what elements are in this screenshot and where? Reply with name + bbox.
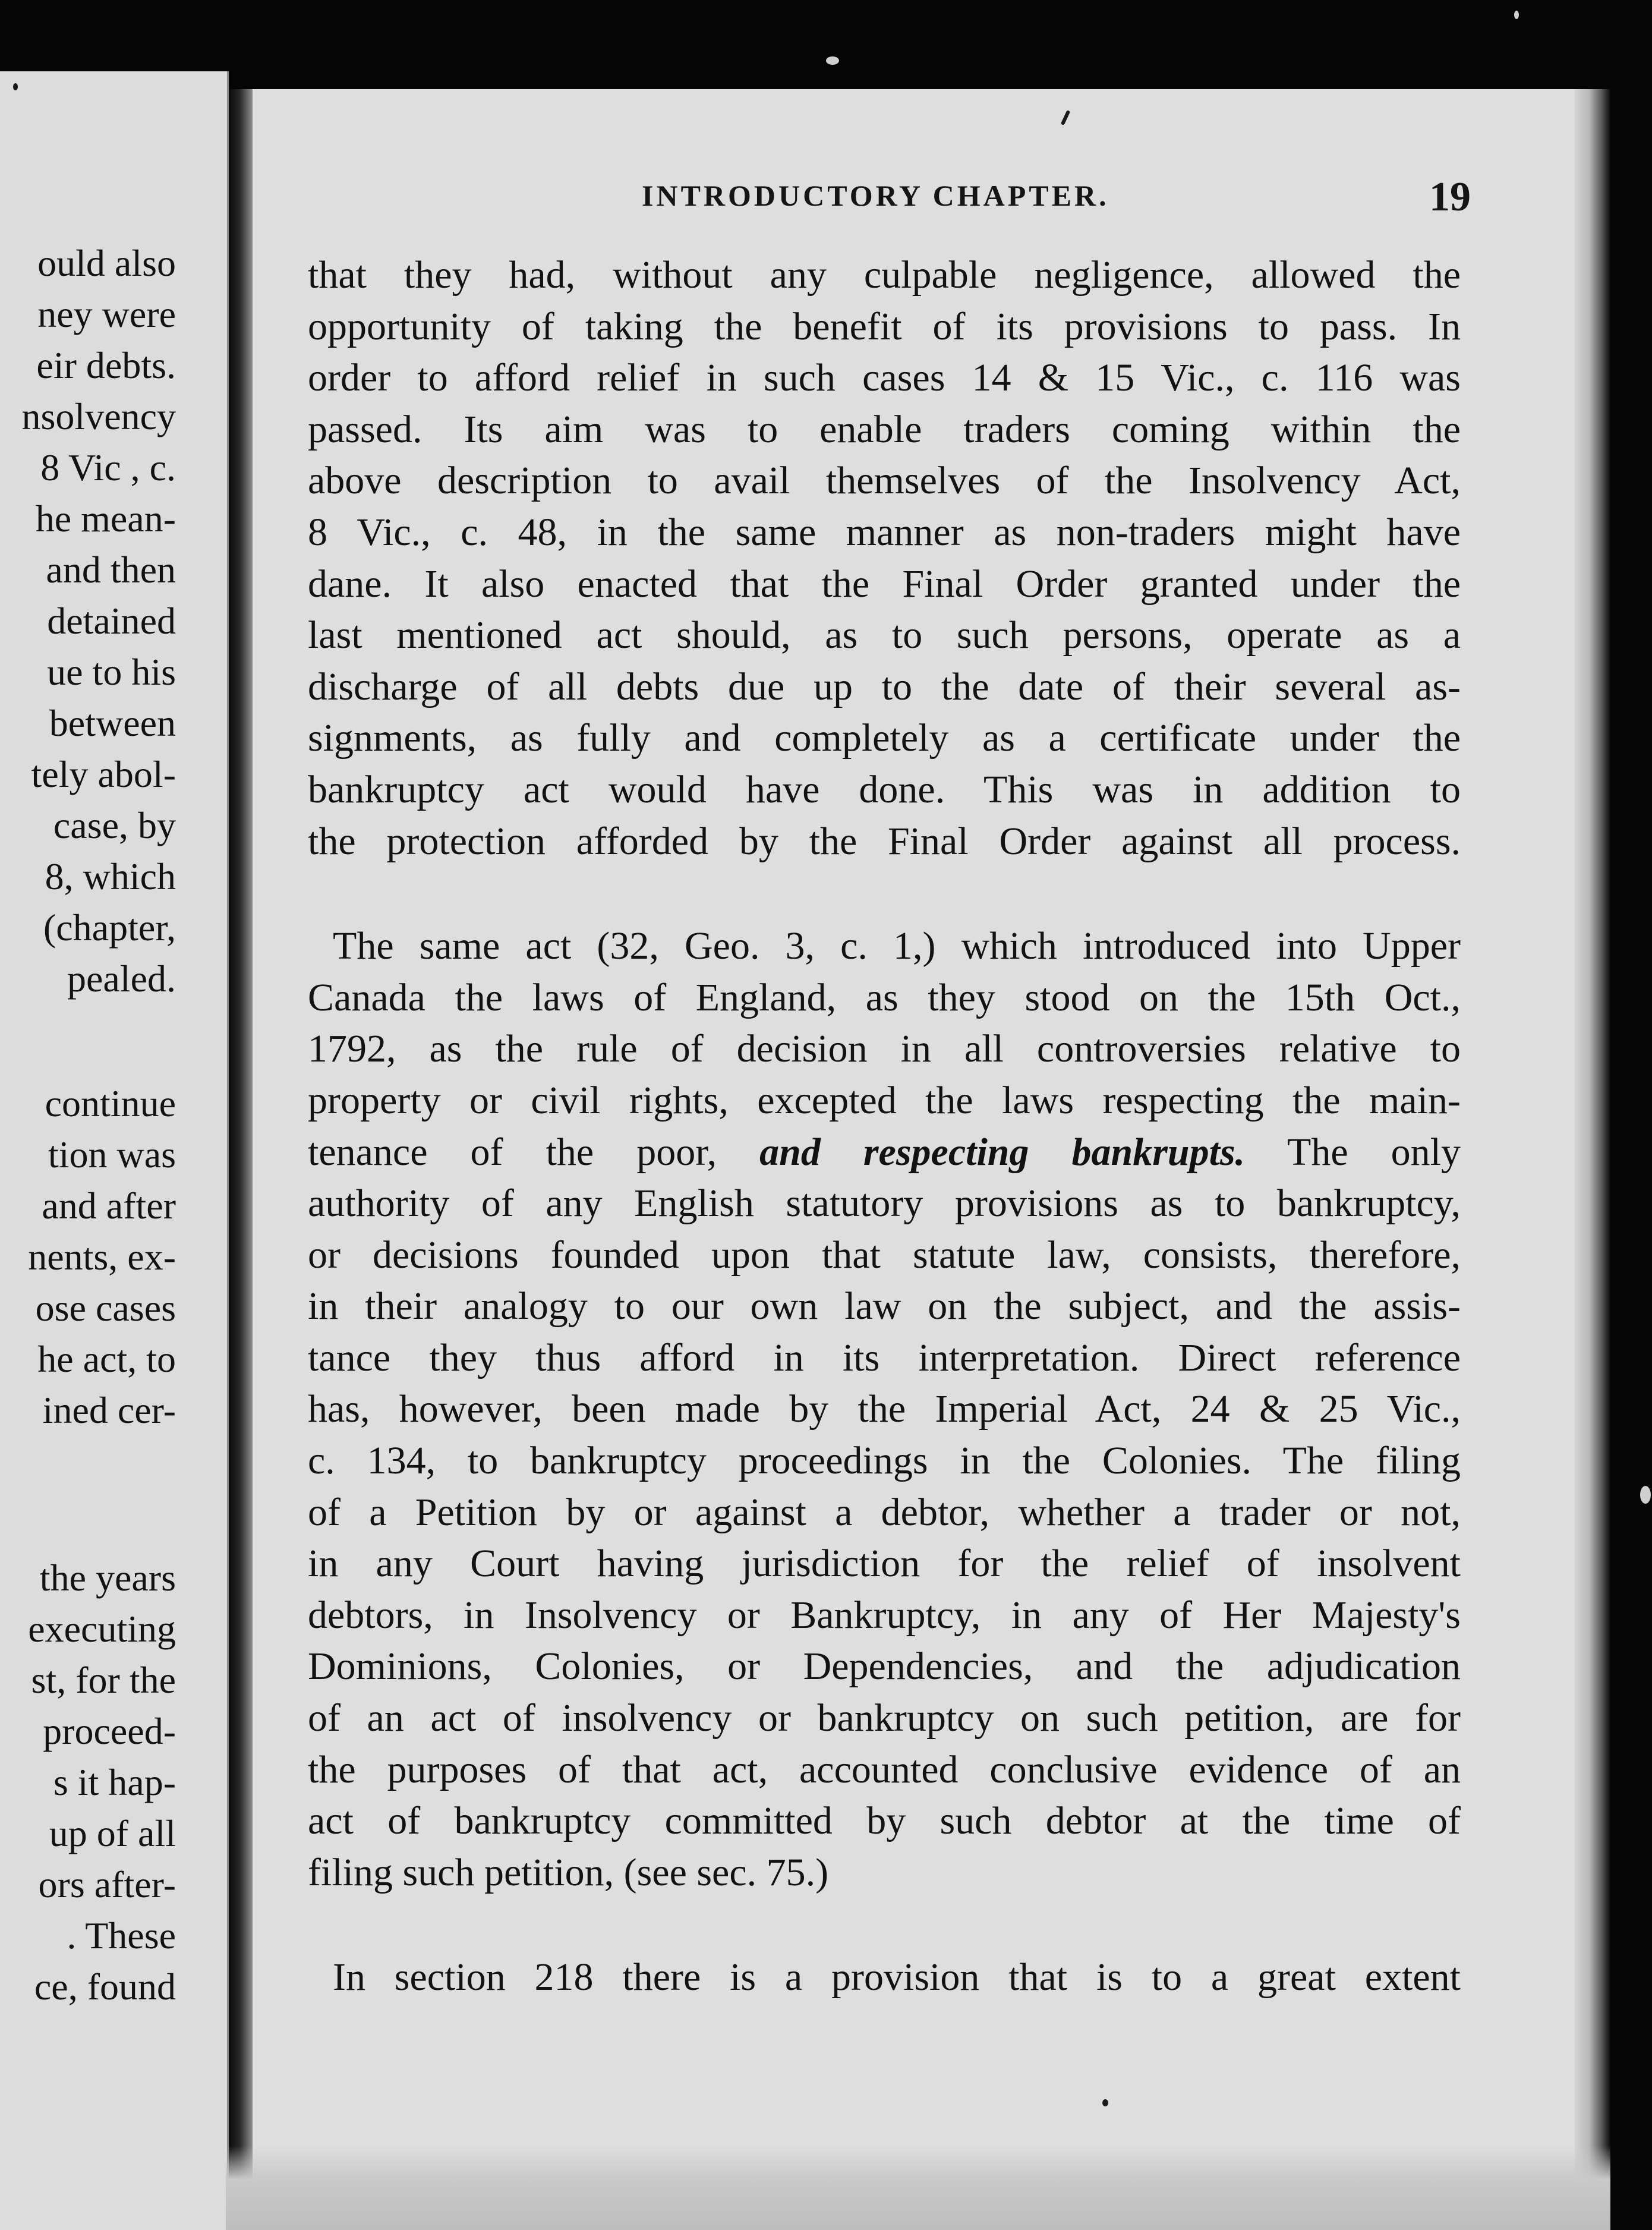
scan-speck — [13, 83, 18, 90]
text-line: Dominions, Colonies, or Dependencies, and the adjudication — [308, 1645, 1461, 1689]
left-line: st, for the — [31, 1659, 176, 1701]
left-line: proceed- — [43, 1710, 176, 1752]
text-line: act of bankruptcy committed by such debtor at the time of — [308, 1799, 1461, 1843]
scan-speck — [1102, 2099, 1108, 2106]
left-line: he act, to — [37, 1338, 176, 1380]
left-line: tely abol- — [31, 753, 176, 795]
book-gutter-shadow — [229, 89, 254, 2230]
text-line: in any Court having jurisdiction for the relief of insolvent — [308, 1542, 1461, 1586]
previous-page — [0, 71, 229, 2230]
left-line: up of all — [49, 1812, 176, 1854]
text-line: filing such petition, (see sec. 75.) — [308, 1850, 829, 1894]
text-line: debtors, in Insolvency or Bankruptcy, in any of Her Majesty's — [308, 1593, 1461, 1637]
text-line: 1792, as the rule of decision in all controversies relative to — [308, 1027, 1461, 1071]
left-line: s it hap- — [53, 1761, 176, 1803]
left-line: and after — [42, 1185, 176, 1227]
text-line: c. 134, to bankruptcy proceedings in the Colonies. The filing — [308, 1439, 1461, 1483]
text-line: property or civil rights, excepted the laws respecting the main- — [308, 1078, 1461, 1122]
left-line: continue — [45, 1082, 176, 1125]
text-line: In section 218 there is a provision that is to a great extent — [333, 1955, 1461, 1999]
text-line: tance they thus afford in its interpretation. Direct reference — [308, 1336, 1461, 1379]
page-number: 19 — [1429, 174, 1471, 220]
left-line: and then — [46, 549, 176, 591]
left-line: tion was — [48, 1133, 176, 1176]
text-line: or decisions founded upon that statute law, consists, therefore, — [308, 1233, 1461, 1277]
left-line: pealed. — [67, 957, 176, 1000]
left-line: ose cases — [35, 1287, 176, 1329]
left-line: nsolvency — [21, 395, 176, 437]
page-bottom-shadow — [226, 2146, 1610, 2230]
left-line: executing — [28, 1608, 176, 1650]
left-line: case, by — [53, 804, 176, 846]
text-line: authority of any English statutory provisions as to bankruptcy, — [308, 1182, 1461, 1226]
left-line: ould also — [37, 242, 176, 284]
text-line: in their analogy to our own law on the subject, and the assis- — [308, 1284, 1461, 1328]
left-line: ue to his — [47, 651, 176, 693]
scan-speck — [1640, 1486, 1651, 1504]
left-line: detained — [47, 600, 176, 642]
left-line: (chapter, — [43, 906, 176, 949]
text-line: The same act (32, Geo. 3, c. 1,) which introduced into Upper — [333, 924, 1461, 968]
text-line: of a Petition by or against a debtor, whether a trader or not, — [308, 1490, 1461, 1534]
left-line: 8 Vic , c. — [40, 446, 176, 489]
text-line-mixed — [308, 1127, 1461, 1179]
page-edge-shadow — [1575, 89, 1610, 2230]
text-line: 8 Vic., c. 48, in the same manner as non-traders might have — [308, 510, 1461, 554]
text-line: dane. It also enacted that the Final Order granted under the — [308, 562, 1461, 606]
text-line: the protection afforded by the Final Order against all process. — [308, 819, 1461, 863]
text-line: passed. Its aim was to enable traders coming within the — [308, 407, 1461, 451]
left-line: ce, found — [34, 1966, 176, 2008]
text-line: that they had, without any culpable negligence, allowed the — [308, 253, 1461, 297]
italic-phrase: and respecting bankrupts. — [759, 1130, 1246, 1174]
text-line: has, however, been made by the Imperial Act, 24 & 25 Vic., — [308, 1387, 1461, 1431]
text-line: last mentioned act should, as to such persons, operate as a — [308, 613, 1461, 657]
text-segment: The only — [1287, 1130, 1461, 1174]
scan-speck — [826, 56, 839, 65]
left-line: ors after- — [38, 1863, 176, 1905]
left-line: the years — [39, 1557, 176, 1599]
left-line: he mean- — [35, 497, 176, 540]
previous-page-text — [0, 238, 176, 2012]
paragraph-1 — [308, 250, 1461, 867]
page-body — [308, 250, 1461, 2004]
left-line: . These — [67, 1914, 176, 1957]
left-line: ney were — [37, 293, 176, 335]
text-segment: tenance of the poor, — [308, 1130, 717, 1174]
left-line: between — [49, 702, 176, 744]
text-line: discharge of all debts due up to the date of their several as- — [308, 664, 1461, 708]
text-line: signments, as fully and completely as a certificate under the — [308, 716, 1461, 760]
paragraph-2 — [308, 921, 1461, 1898]
text-line: bankruptcy act would have done. This was in addition to — [308, 767, 1461, 811]
text-line: order to afford relief in such cases 14 & 15 Vic., c. 116 was — [308, 356, 1461, 400]
text-line: of an act of insolvency or bankruptcy on such petition, are for — [308, 1696, 1461, 1740]
text-line: Canada the laws of England, as they stood on the 15th Oct., — [308, 975, 1461, 1019]
text-line: opportunity of taking the benefit of its provisions to pass. In — [308, 304, 1461, 348]
paragraph-3 — [308, 1952, 1461, 2004]
scan-speck — [1514, 11, 1519, 19]
text-line: above description to avail themselves of the Insolvency Act, — [308, 459, 1461, 503]
left-line: 8, which — [45, 855, 176, 897]
running-head: INTRODUCTORY CHAPTER. — [642, 179, 1109, 212]
left-line: eir debts. — [36, 344, 176, 386]
left-line: nents, ex- — [28, 1236, 176, 1278]
left-line: ined cer- — [42, 1389, 176, 1431]
text-line: the purposes of that act, accounted conclusive evidence of an — [308, 1747, 1461, 1791]
